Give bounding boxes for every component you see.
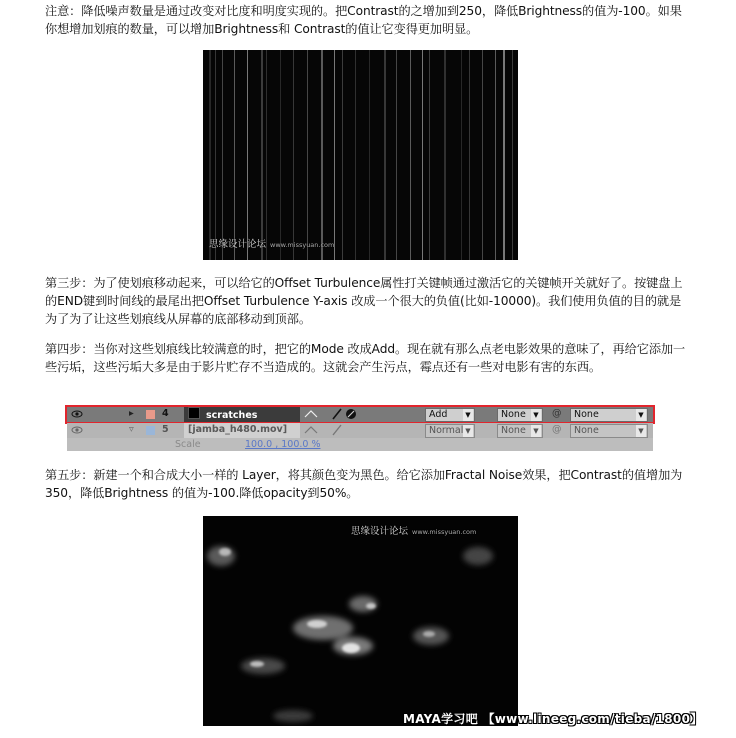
paragraph-step5: 第五步：新建一个和合成大小一样的 Layer，将其颜色变为黑色。给它添加Fractal Noise效果，把Contrast的值增加为350，降低Brightness 的值为-100.降低opacity到50%。 bbox=[45, 468, 683, 500]
scratch-streak bbox=[261, 50, 263, 260]
scratch-streak bbox=[342, 50, 343, 260]
layer-row-jamba[interactable] bbox=[67, 423, 653, 438]
label-color-swatch[interactable] bbox=[146, 426, 155, 435]
scratch-streak bbox=[512, 50, 513, 260]
watermark: 思缘设计论坛 www.missyuan.com bbox=[351, 526, 477, 537]
scratch-streak bbox=[321, 50, 323, 260]
shy-switch-icon[interactable] bbox=[303, 407, 323, 422]
layer-number: 4 bbox=[162, 408, 169, 419]
paragraph-step3: 第三步：为了使划痕移动起来，可以给它的Offset Turbulence属性打关键帧通过激活它的关键帧开关就好了。按键盘上的END键到时间线的最尾出把Offset Turbulence Y-axis 改成一个很大的负值(比如-10000)。我们使用负值的目的就是为了为了让这些划痕线从屏幕的底部移动到顶部。 bbox=[45, 276, 683, 326]
scratches-preview-image bbox=[203, 50, 518, 260]
chevron-down-icon: ▼ bbox=[463, 409, 473, 421]
collapse-triangle-icon[interactable]: ▿ bbox=[129, 424, 134, 435]
scratch-streak bbox=[234, 50, 235, 260]
scratch-streak bbox=[334, 50, 335, 260]
parent-pickwhip-icon[interactable]: @ bbox=[552, 408, 562, 419]
scratch-streak bbox=[503, 50, 505, 260]
shy-switch-icon[interactable] bbox=[303, 423, 323, 438]
trkmat-dropdown[interactable]: None ▼ bbox=[497, 408, 543, 422]
scratch-streak bbox=[293, 50, 294, 260]
scratch-streak bbox=[215, 50, 216, 260]
quality-switch-icon[interactable] bbox=[329, 423, 365, 438]
paragraph-note: 注意：降低噪声数量是通过改变对比度和明度实现的。把Contrast的之增加到250，降低Brightness的值为-100。如果你想增加划痕的数量，可以增加Brightness和 Contrast的值让它变得更加明显。 bbox=[45, 4, 682, 36]
scratch-streak bbox=[422, 50, 423, 260]
mode-dropdown[interactable]: Add ▼ bbox=[425, 408, 475, 422]
scratch-streak bbox=[280, 50, 281, 260]
chevron-down-icon: ▼ bbox=[636, 409, 646, 421]
parent-pickwhip-icon[interactable]: @ bbox=[552, 424, 562, 435]
scratch-streak bbox=[495, 50, 496, 260]
property-row-scale[interactable] bbox=[67, 438, 653, 453]
parent-dropdown[interactable]: None ▼ bbox=[570, 424, 648, 438]
scratch-streak bbox=[396, 50, 397, 260]
watermark: 思缘设计论坛 www.missyuan.com bbox=[209, 239, 335, 250]
fractal-noise-preview-image bbox=[203, 516, 518, 726]
trkmat-dropdown[interactable]: None ▼ bbox=[497, 424, 543, 438]
layer-name[interactable]: [jamba_h480.mov] bbox=[184, 423, 300, 438]
timeline-layer-panel bbox=[67, 405, 653, 451]
effect-switch-icon[interactable] bbox=[329, 407, 365, 422]
scratch-streak bbox=[222, 50, 223, 260]
eye-icon[interactable] bbox=[71, 423, 85, 438]
scratch-streak bbox=[209, 50, 211, 260]
mode-dropdown[interactable]: Normal ▼ bbox=[425, 424, 475, 438]
scratch-streak bbox=[444, 50, 446, 260]
scratch-streak bbox=[247, 50, 248, 260]
property-name: Scale bbox=[175, 439, 201, 450]
chevron-down-icon: ▼ bbox=[463, 425, 473, 437]
scratch-streak bbox=[355, 50, 356, 260]
site-watermark-bottom: MAYA学习吧 【www.lineeg.com/tieba/1800】 bbox=[403, 712, 703, 726]
layer-row-scratches[interactable] bbox=[67, 407, 653, 422]
paragraph-step4: 第四步：当你对这些划痕线比较满意的时，把它的Mode 改成Add。现在就有那么点老电影效果的意味了，再给它添加一些污垢，这些污垢大多是由于影片贮存不当造成的。这就会产生污点，霉点还有一些对电影有害的东西。 bbox=[45, 342, 686, 374]
layer-name[interactable]: scratches bbox=[184, 407, 300, 422]
scratch-streak bbox=[384, 50, 386, 260]
chevron-down-icon: ▼ bbox=[531, 425, 541, 437]
expand-triangle-icon[interactable]: ▸ bbox=[129, 408, 134, 419]
scratch-streak bbox=[469, 50, 470, 260]
scratch-streak bbox=[429, 50, 430, 260]
parent-dropdown[interactable]: None ▼ bbox=[570, 408, 648, 422]
noise-texture bbox=[203, 516, 518, 726]
scratch-streak bbox=[266, 50, 267, 260]
scratch-streak bbox=[410, 50, 411, 260]
scratch-streak bbox=[307, 50, 308, 260]
scratch-streak bbox=[482, 50, 483, 260]
scratch-streak bbox=[461, 50, 462, 260]
scratch-streak bbox=[369, 50, 370, 260]
chevron-down-icon: ▼ bbox=[531, 409, 541, 421]
chevron-down-icon: ▼ bbox=[636, 425, 646, 437]
label-color-swatch[interactable] bbox=[146, 410, 155, 419]
layer-number: 5 bbox=[162, 424, 169, 435]
eye-icon[interactable] bbox=[71, 407, 85, 422]
property-value[interactable]: 100.0 , 100.0 % bbox=[245, 439, 321, 450]
